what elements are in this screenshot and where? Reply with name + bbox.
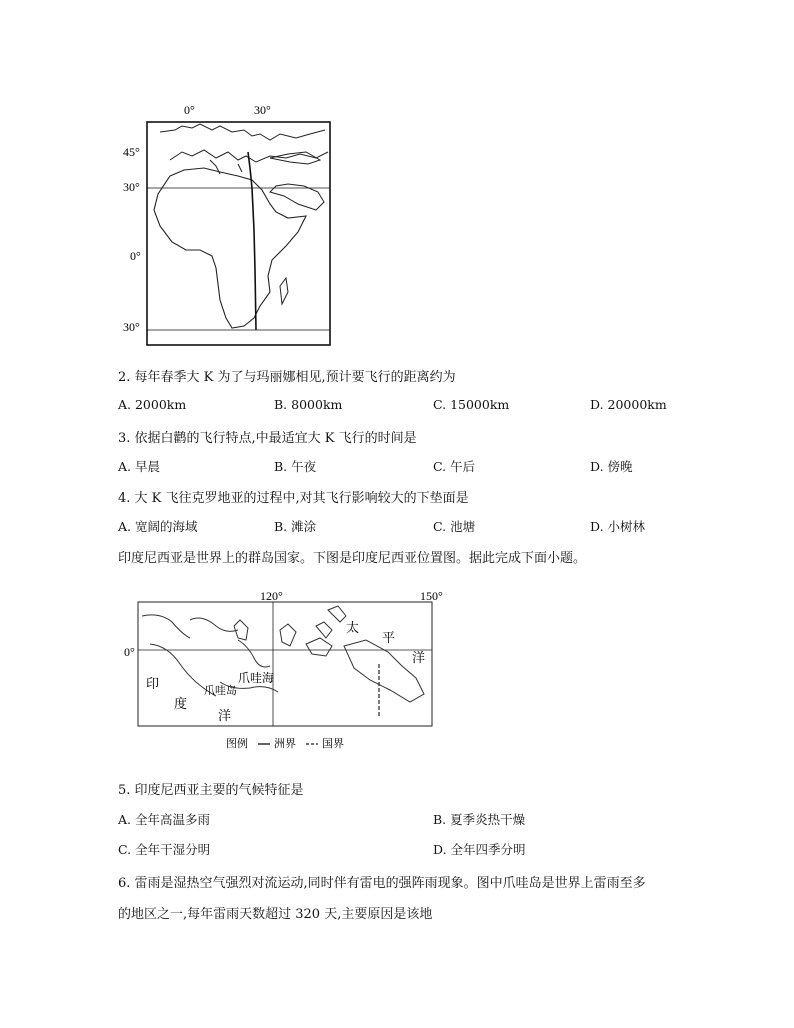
q5-option-d[interactable]: D. 全年四季分明: [433, 842, 526, 857]
q2-option-d[interactable]: D. 20000km: [590, 397, 667, 412]
q5-option-a[interactable]: A. 全年高温多雨: [118, 812, 210, 827]
q2-option-c[interactable]: C. 15000km: [433, 397, 510, 412]
q4-option-a[interactable]: A. 宽阔的海域: [118, 519, 198, 534]
label-tai: 太: [346, 620, 360, 635]
map1-lat-label-30n: 30°: [123, 180, 140, 194]
q3-option-a[interactable]: A. 早晨: [118, 459, 160, 474]
question-6-line1: 6. 雷雨是湿热空气强烈对流运动,同时伴有雷电的强阵雨现象。图中爪哇岛是世界上雷雨至多: [118, 876, 646, 891]
question-6-line2: 的地区之一,每年雷雨天数超过 320 天,主要原因是该地: [118, 907, 433, 922]
africa-outline: [154, 168, 306, 328]
label-yin: 印: [146, 676, 160, 691]
q2-option-b[interactable]: B. 8000km: [274, 397, 343, 412]
label-du: 度: [174, 696, 188, 711]
q4-option-b[interactable]: B. 滩涂: [274, 519, 317, 534]
map2-lon-label-150: 150°: [420, 589, 443, 603]
legend-title: 图例: [226, 738, 248, 750]
label-yang-pacific: 洋: [412, 650, 426, 665]
africa-route-map: [120, 100, 340, 350]
q2-option-a[interactable]: A. 2000km: [118, 397, 187, 412]
q4-option-c[interactable]: C. 池塘: [433, 519, 476, 534]
q5-option-c[interactable]: C. 全年干湿分明: [118, 842, 211, 857]
q4-option-d[interactable]: D. 小树林: [590, 519, 646, 534]
q5-option-b[interactable]: B. 夏季炎热干燥: [433, 812, 526, 827]
map2-lat-label-0: 0°: [124, 645, 135, 659]
q3-option-c[interactable]: C. 午后: [433, 459, 476, 474]
label-yang-indian: 洋: [218, 708, 232, 723]
q3-option-b[interactable]: B. 午夜: [274, 459, 317, 474]
question-4: 4. 大 K 飞往克罗地亚的过程中,对其飞行影响较大的下垫面是: [118, 491, 469, 506]
map1-lon-label-0: 0°: [184, 103, 195, 117]
label-java-island: 爪哇岛: [204, 685, 237, 697]
legend-national-border: 国界: [322, 738, 344, 750]
label-ping: 平: [382, 630, 396, 645]
map1-frame: [147, 122, 330, 345]
question-2: 2. 每年春季大 K 为了与玛丽娜相见,预计要飞行的距离约为: [118, 370, 456, 385]
q3-option-d[interactable]: D. 傍晚: [590, 459, 633, 474]
map1-lat-label-0: 0°: [130, 249, 141, 263]
question-5: 5. 印度尼西亚主要的气候特征是: [118, 783, 304, 798]
map2-lon-label-120: 120°: [260, 589, 283, 603]
map1-lat-label-45n: 45°: [123, 145, 140, 159]
question-3: 3. 依据白鹳的飞行特点,中最适宜大 K 飞行的时间是: [118, 431, 417, 446]
indonesia-location-map: [120, 586, 450, 756]
indonesia-intro: 印度尼西亚是世界上的群岛国家。下图是印度尼西亚位置图。据此完成下面小题。: [118, 551, 587, 566]
legend-continent-border: 洲界: [274, 738, 296, 750]
label-java-sea: 爪哇海: [238, 671, 275, 685]
map1-lat-label-30s: 30°: [123, 320, 140, 334]
map1-lon-label-30: 30°: [254, 103, 271, 117]
